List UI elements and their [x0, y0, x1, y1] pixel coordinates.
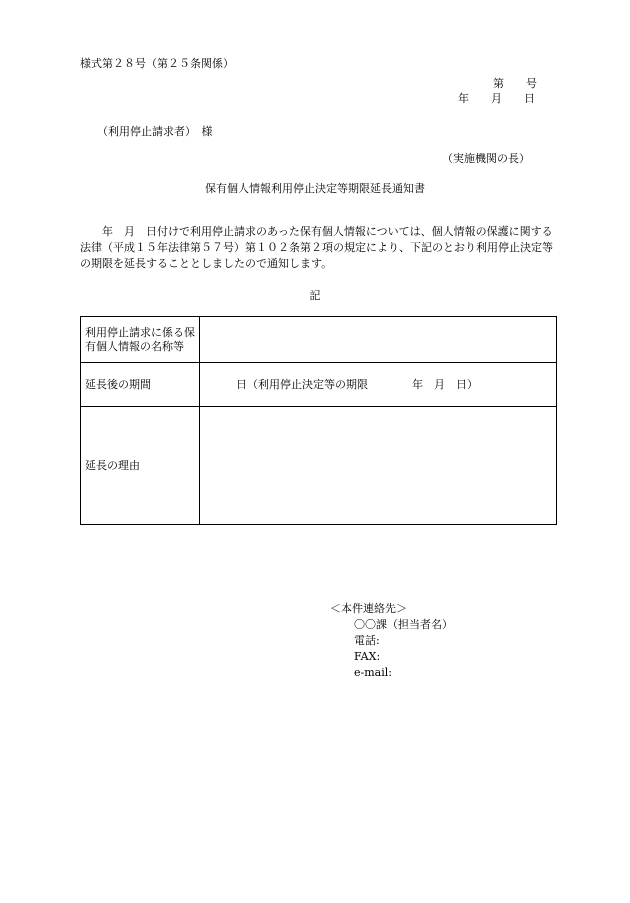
- form-number: 様式第２８号（第２５条関係）: [80, 57, 234, 70]
- document-number-line: 第 号: [493, 77, 537, 90]
- contact-heading: ＜本件連絡先＞: [330, 602, 407, 615]
- contact-email: e-mail:: [354, 666, 392, 679]
- details-table: [80, 316, 557, 525]
- document-title: 保有個人情報利用停止決定等期限延長通知書: [205, 182, 425, 195]
- row-value: [200, 407, 557, 525]
- body-paragraph: 年 月 日付けで利用停止請求のあった保有個人情報については、個人情報の保護に関する法律（平成１５年法律第５７号）第１０２条第２項の規定により、下記のとおり利用停止決定等の期限を延長することとしましたので通知します。: [80, 225, 553, 270]
- row-label: 延長後の期間: [81, 363, 200, 407]
- contact-dept: 〇〇課（担当者名）: [354, 618, 453, 631]
- table-row-name: [81, 317, 557, 363]
- issuer: （実施機関の長）: [442, 152, 530, 165]
- recipient: （利用停止請求者） 様: [97, 125, 213, 138]
- contact-block: [330, 601, 453, 681]
- table-row-period: [81, 363, 557, 407]
- contact-fax: FAX:: [354, 650, 381, 663]
- row-label: 延長の理由: [81, 407, 200, 525]
- contact-phone: 電話:: [354, 634, 380, 647]
- table-row-reason: [81, 407, 557, 525]
- date-line: 年 月 日: [458, 92, 535, 105]
- row-label: 利用停止請求に係る保有個人情報の名称等: [81, 317, 200, 363]
- row-value: [200, 317, 557, 363]
- ki-heading: 記: [309, 289, 321, 302]
- row-value: 日（利用停止決定等の期限 年 月 日）: [200, 363, 557, 407]
